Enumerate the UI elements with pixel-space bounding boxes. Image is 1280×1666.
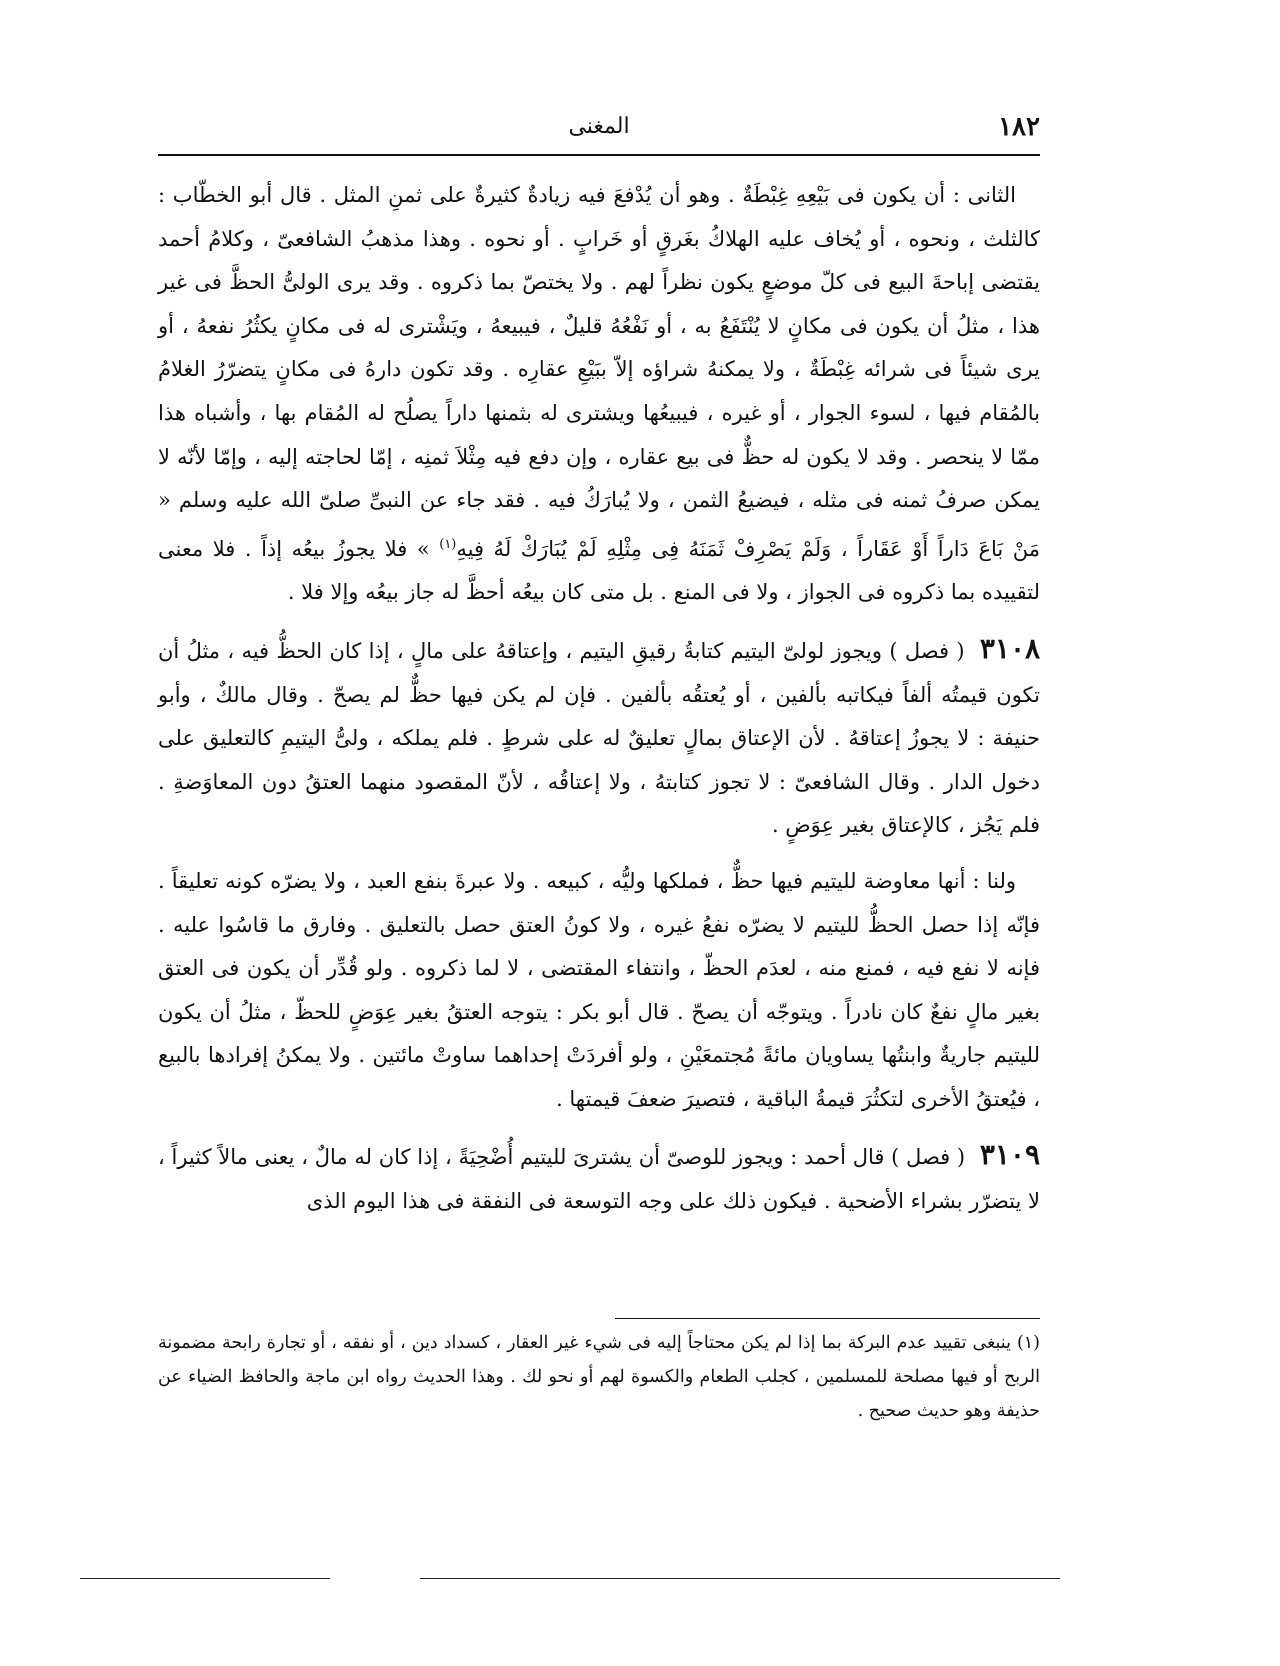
footnote-1: (١) ينبغى تقييد عدم البركة بما إذا لم يكن محتاجاً إليه فى شيء غير العقار ، كسداد دين ، أو نفقه ، أو تجارة رابحة مضمونة الربح أو فيها مصلحة للمسلمين ، كجلب الطعام والكسوة لهم أو نحو لك . وهذا الحديث رواه ابن ماجة والحافظ الضياء عن حذيفة وهو حديث صحيح . xyxy=(158,1333,1040,1421)
paragraph-walana xyxy=(158,860,1040,1122)
paragraph-bay-ghibta xyxy=(158,174,1040,615)
main-text xyxy=(158,174,1040,1224)
footnotes xyxy=(158,1326,1040,1428)
section-number: ٣١٠٩ xyxy=(979,1138,1040,1172)
section-text: ( فصل ) قال أحمد : ويجوز للوصىّ أن يشترىَ لليتيم أُضْحِيَةً ، إذا كان له مالٌ ، يعنى مالاً كثيراً ، لا يتضرّر بشراء الأضحية . فيكون ذلك على وجه التوسعة فى النفقة فى هذا اليوم الذى xyxy=(158,1145,1040,1214)
page-number: ١٨٢ xyxy=(998,112,1040,142)
footnote-reference: (١) xyxy=(439,536,457,552)
page-header xyxy=(158,112,1040,148)
section-number: ٣١٠٨ xyxy=(979,631,1041,665)
bottom-rule-right xyxy=(420,1578,1060,1579)
paragraph-text: الثانى : أن يكون فى بَيْعِهِ غِبْطَةٌ . وهو أن يُدْفعَ فيه زيادةٌ كثيرةٌ على ثمنِ المثل . قال أبو الخطّاب : كالثلث ، ونحوه ، أو يُخاف عليه الهلاكُ بغَرقٍ أو خَرابٍ . أو نحوه . وهذا مذهبُ الشافعىّ ، وكلامُ أحمد يقتضى إباحةَ البيع فى كلّ موضعٍ يكون نظراً لهم . ولا يختصّ بما ذكروه . وقد يرى الولىُّ الحظَّ فى غير هذا ، مثلُ أن يكون فى مكانٍ لا يُنْتَفَعُ به ، أو نَفْعُهُ قليلٌ ، فيبيعهُ ، ويَشْترى له فى مكانٍ يكثُرُ نفعهُ ، أو يرى شيئاً فى شرائه غِبْطَةٌ ، ولا يمكنهُ شراؤه إلاّ ببَيْعِ عقارِه . وقد تكون دارهُ فى مكانٍ يتضرّرُ الغلامُ بالمُقام فيها ، لسوء الجوار ، أو غيره ، فيبيعُها ويشترى له بثمنها داراً يصلُح له المُقام بها ، وأشباه هذا ممّا لا ينحصر . وقد لا يكون له حظٌّ فى بيع عقاره ، وإن دفع فيه مِثْلاَ ثمنِه ، إمّا لحاجته إليه ، وإمّا لأنّه لا يمكن صرفُ ثمنه فى مثله ، فيضيعُ الثمن ، ولا يُبارَكُ فيه . فقد جاء عن النبىِّ صلىّ الله عليه وسلم xyxy=(158,183,1040,513)
running-title: المغنى xyxy=(568,114,630,139)
section-3108 xyxy=(158,627,1040,848)
footnote-divider xyxy=(615,1318,1040,1319)
header-divider xyxy=(158,154,1040,156)
paragraph-text: ولنا : أنها معاوضة لليتيم فيها حظٌّ ، فملكها وليُّه ، كبيعه . ولا عبرةَ بنفع العبد ، ولا يضرّه كونه تعليقاً . فإنّه إذا حصل الحظُّ لليتيم لا يضرّه نفعُ غيره ، ولا كونُ العتق حصل بالتعليق . وفارق ما قاسُوا عليه . فإنه لا نفع فيه ، فمنع منه ، لعدَم الحظّ ، وانتفاء المقتضى ، لا لما ذكروه . ولو قُدِّر أن يكون فى العتق بغير مالٍ نفعٌ كان نادراً . ويتوجّه أن يصحّ . قال أبو بكر : يتوجه العتقُ بغير عِوَضٍ للحظّ ، مثلُ أن يكون لليتيم جاريةٌ وابنتُها يساويان مائةً مُجتمعَيْنِ ، ولو أفردَتْ إحداهما ساوتْ مائتين . ولا يمكنُ إفرادها بالبيع ، فيُعتقُ الأخرى لتكثُرَ قيمةُ الباقية ، فتصيرَ ضعفَ قيمتها . xyxy=(158,868,1040,1111)
section-text: ( فصل ) ويجوز لولىّ اليتيم كتابةُ رقيقِ اليتيم ، وإعتاقهُ على مالٍ ، إذا كان الحظُّ فيه ، مثلُ أن تكون قيمتُه ألفاً فيكاتبه بألفين ، أو يُعتقُه بألفين . فإن لم يكن فيها حظٌّ لم يصحّ . وقال مالكٌ ، وأبو حنيفة : لا يجوزُ إعتاقهُ . لأن الإعتاق بمالٍ تعليقٌ له على شرطٍ . فلم يملكه ، ولىُّ اليتيمِ كالتعليق على دخول الدار . وقال الشافعىّ : لا تجوز كتابتهُ ، ولا إعتاقُه ، لأنّ المقصود منهما العتقُ دون المعاوَضةِ . فلم يَجُز ، كالإعتاق بغير عِوَضٍ . xyxy=(158,638,1040,838)
bottom-rule-left xyxy=(80,1578,330,1579)
hadith-quote: « مَنْ بَاعَ دَاراً أَوْ عَقَاراً ، وَلَمْ يَصْرِفْ ثَمَنَهُ فِى مِثْلِهِ لَمْ يُبَارَكْ لَهُ فِيهِ xyxy=(158,488,1040,561)
section-3109 xyxy=(158,1133,1040,1223)
paragraph-text-end: » فلا يجوزُ بيعُه إذاً . فلا معنى لتقييده بما ذكروه فى الجواز ، ولا فى المنع . بل متى كان بيعُه أحظَّ له جاز بيعُه وإلا فلا . xyxy=(158,536,1040,605)
